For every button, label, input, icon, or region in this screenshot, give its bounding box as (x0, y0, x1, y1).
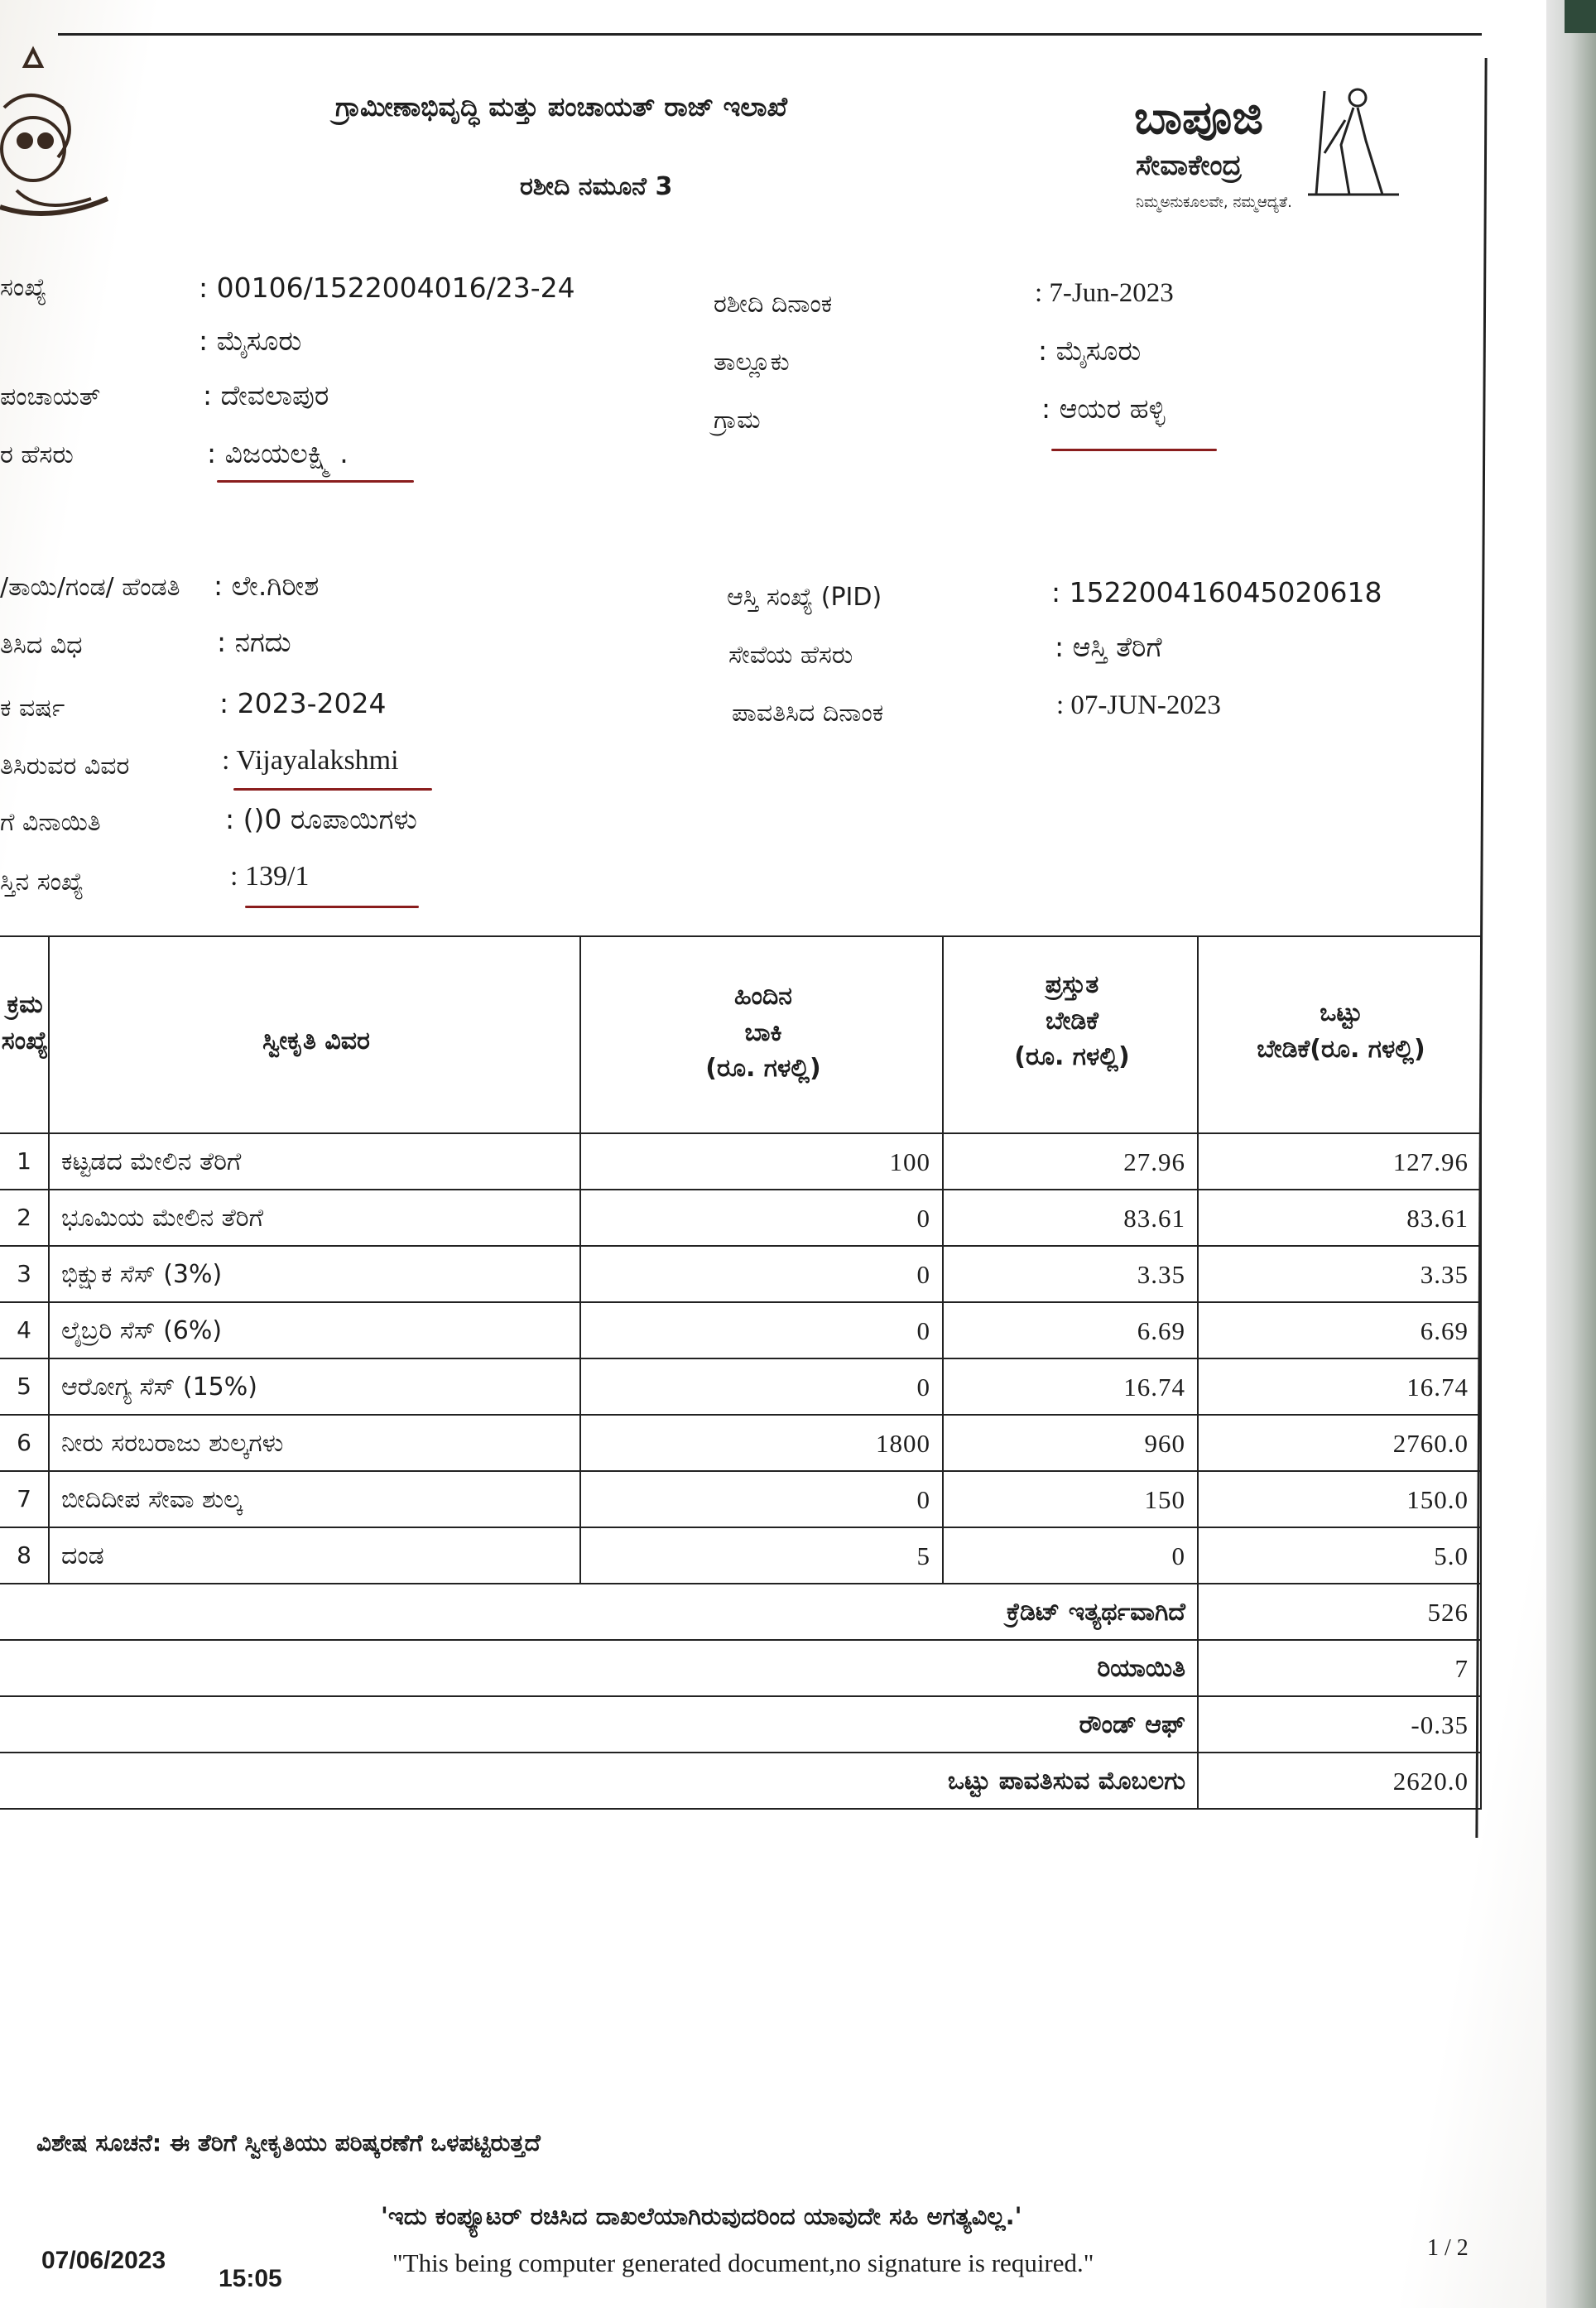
field-value-panchayat: : ದೇವಲಾಪುರ (203, 379, 329, 411)
cell-current-demand (942, 1470, 1199, 1528)
summary-label: ಒಟ್ಟು ಪಾವತಿಸುವ ಮೊಬಲಗು (947, 1767, 1185, 1796)
header-prev-due-text: ಹಿಂದಿನ ಬಾಕಿ (ರೂ. ಗಳಲ್ಲಿ) (705, 982, 821, 1083)
cell-total-demand-text: 6.69 (1420, 1316, 1469, 1345)
field-label-financial-year: ಕ ವರ್ಷ (0, 694, 65, 723)
field-label-service-name: ಸೇವೆಯ ಹೆಸರು (728, 641, 853, 670)
cell-description-text: ಭಿಕ್ಷುಕ ಸೆಸ್ (3%) (61, 1260, 223, 1289)
cell-sl-no (0, 1132, 50, 1190)
field-value-receipt-date: : 7-Jun-2023 (1035, 278, 1174, 308)
cell-prev-due (579, 1527, 944, 1584)
logo-main-text: ಬಾಪೂಜಿ (1134, 91, 1263, 145)
cell-sl-no-text: 2 (17, 1204, 31, 1231)
cell-prev-due-text: 100 (889, 1147, 930, 1176)
field-label-receipt-number: ಸಂಖ್ಯೆ (0, 273, 47, 302)
cell-description-text: ಲೈಬ್ರರಿ ಸೆಸ್ (6%) (61, 1316, 223, 1345)
cell-current-demand-text: 3.35 (1137, 1260, 1185, 1289)
cell-total-demand-text: 2760.0 (1392, 1429, 1469, 1458)
pen-underline (245, 906, 419, 908)
summary-value: 7 (1454, 1654, 1469, 1683)
header-sl-no-text: ಕ್ರಮ ಸಂಖ್ಯೆ (1, 990, 49, 1055)
header-description (48, 935, 581, 1134)
field-label-exemption: ಗೆ ವಿನಾಯಿತಿ (0, 808, 101, 837)
cell-description-text: ಕಟ್ಟಡದ ಮೇಲಿನ ತೆರಿಗೆ (61, 1147, 242, 1176)
summary-value-cell (1197, 1639, 1482, 1697)
cell-current-demand-text: 150 (1144, 1485, 1185, 1514)
header-description-text: ಸ್ವೀಕೃತಿ ವಿವರ (262, 1027, 370, 1055)
field-label-taluk: ತಾಲ್ಲೂಕು (714, 348, 790, 377)
cell-prev-due-text: 5 (916, 1541, 930, 1570)
cell-sl-no-text: 1 (17, 1147, 31, 1175)
field-label-payer-details: ತಿಸಿರುವರ ವಿವರ (0, 752, 130, 781)
field-value-exemption: : ()0 ರೂಪಾಯಿಗಳು (225, 803, 417, 835)
bapuji-logo (1134, 83, 1399, 215)
cell-total-demand (1197, 1527, 1482, 1584)
field-label-pid: ಆಸ್ತಿ ಸಂಖ್ಯೆ (PID) (727, 583, 882, 612)
field-value-district: : ಮೈಸೂರು (199, 325, 302, 357)
kannada-disclaimer: 'ಇದು ಕಂಪ್ಯೂಟರ್ ರಚಿಸಿದ ದಾಖಲೆಯಾಗಿರುವುದರಿಂದ ಯಾವುದೇ ಸಹಿ ಅಗತ್ಯವಿಲ್ಲ.' (381, 2202, 1022, 2230)
cell-current-demand (942, 1132, 1199, 1190)
summary-value-cell (1197, 1583, 1482, 1641)
header-total-demand (1197, 935, 1482, 1134)
header-total-demand-text: ಒಟ್ಟು ಬೇಡಿಕೆ(ರೂ. ಗಳಲ್ಲಿ) (1257, 998, 1425, 1064)
cell-prev-due-text: 0 (916, 1485, 930, 1514)
cell-sl-no-text: 8 (17, 1541, 31, 1569)
cell-prev-due (579, 1132, 944, 1190)
cell-sl-no (0, 1527, 50, 1584)
cell-sl-no (0, 1358, 50, 1416)
cell-current-demand (942, 1189, 1199, 1247)
summary-label: ಕ್ರೆಡಿಟ್ ಇತ್ಯರ್ಥವಾಗಿದೆ (1007, 1598, 1185, 1627)
cell-current-demand (942, 1358, 1199, 1416)
cell-description (48, 1527, 581, 1584)
cell-description (48, 1189, 581, 1247)
cell-total-demand (1197, 1301, 1482, 1359)
cell-prev-due-text: 0 (916, 1260, 930, 1289)
cell-sl-no (0, 1470, 50, 1528)
cell-description (48, 1358, 581, 1416)
cell-sl-no-text: 7 (17, 1485, 31, 1512)
cell-current-demand (942, 1245, 1199, 1303)
cell-current-demand-text: 960 (1144, 1429, 1185, 1458)
summary-label-cell (0, 1695, 1199, 1753)
pen-underline (1051, 449, 1217, 451)
footer-date: 07/06/2023 (41, 2247, 166, 2274)
cell-prev-due (579, 1245, 944, 1303)
field-label-property-number: ಸ್ತಿನ ಸಂಖ್ಯೆ (0, 868, 84, 897)
field-value-village: : ಆಯರ ಹಳ್ಳಿ (1041, 392, 1166, 425)
summary-value: 526 (1427, 1598, 1469, 1627)
summary-value: 2620.0 (1392, 1767, 1469, 1796)
background-corner (1565, 0, 1596, 33)
cell-description (48, 1470, 581, 1528)
field-label-panchayat: ಪಂಚಾಯತ್ (0, 382, 101, 411)
special-note: ವಿಶೇಷ ಸೂಚನೆ: ಈ ತೆರಿಗೆ ಸ್ವೀಕೃತಿಯು ಪರಿಷ್ಕರಣೆಗೆ ಒಳಪಟ್ಟಿರುತ್ತದೆ (36, 2129, 541, 2157)
cell-sl-no-text: 3 (17, 1260, 31, 1287)
cell-prev-due (579, 1358, 944, 1416)
cell-description-text: ಭೂಮಿಯ ಮೇಲಿನ ತೆರಿಗೆ (61, 1204, 264, 1233)
cell-sl-no-text: 6 (17, 1429, 31, 1456)
header-prev-due (579, 935, 944, 1134)
cell-description-text: ನೀರು ಸರಬರಾಜು ಶುಲ್ಕಗಳು (61, 1429, 284, 1458)
cell-prev-due-text: 0 (916, 1204, 930, 1233)
summary-label-cell (0, 1752, 1199, 1810)
cell-sl-no (0, 1189, 50, 1247)
cell-sl-no-text: 5 (17, 1373, 31, 1400)
page-edge-shadow (1546, 0, 1596, 2308)
cell-current-demand-text: 27.96 (1123, 1147, 1185, 1176)
field-value-payer-name: : ವಿಜಯಲಕ್ಷ್ಮಿ . (207, 437, 349, 469)
field-label-paid-date: ಪಾವತಿಸಿದ ದಿನಾಂಕ (732, 699, 884, 728)
field-label-payment-mode: ತಿಸಿದ ವಿಧ (0, 631, 83, 660)
cell-total-demand-text: 16.74 (1406, 1373, 1469, 1402)
field-value-payer-details: : Vijayalakshmi (222, 745, 399, 776)
summary-label: ರೌಂಡ್ ಆಫ್ (1079, 1710, 1185, 1739)
cell-description (48, 1414, 581, 1472)
cell-total-demand (1197, 1189, 1482, 1247)
gandhi-figure-icon (1308, 83, 1399, 199)
cell-prev-due (579, 1189, 944, 1247)
field-value-taluk: : ಮೈಸೂರು (1038, 334, 1142, 367)
field-value-property-number: : 139/1 (230, 861, 310, 892)
field-value-pid: : 152200416045020618 (1051, 576, 1382, 608)
page-number: 1 / 2 (1427, 2235, 1469, 2261)
cell-prev-due-text: 0 (916, 1316, 930, 1345)
header-sl-no (0, 935, 50, 1134)
cell-total-demand (1197, 1245, 1482, 1303)
summary-label: ರಿಯಾಯಿತಿ (1097, 1654, 1185, 1683)
field-label-relation: /ತಾಯಿ/ಗಂಡ/ ಹೆಂಡತಿ (0, 573, 180, 602)
summary-value-cell (1197, 1752, 1482, 1810)
cell-sl-no (0, 1245, 50, 1303)
department-title: ಗ್ರಾಮೀಣಾಭಿವೃದ್ಧಿ ಮತ್ತು ಪಂಚಾಯತ್ ರಾಜ್ ಇಲಾಖೆ (335, 91, 788, 123)
logo-tagline: ನಿಮ್ಮಅನುಕೂಲವೇ, ನಮ್ಮಆದ್ಯತೆ. (1136, 194, 1292, 211)
field-value-paid-date: : 07-JUN-2023 (1056, 690, 1221, 720)
cell-current-demand-text: 0 (1171, 1541, 1185, 1570)
cell-description (48, 1301, 581, 1359)
logo-sub-text: ಸೇವಾಕೇಂದ್ರ (1136, 149, 1243, 182)
pen-underline (233, 788, 432, 791)
english-disclaimer: "This being computer generated document,no signature is required." (392, 2248, 1094, 2277)
cell-total-demand-text: 150.0 (1406, 1485, 1469, 1514)
field-value-service-name: : ಆಸ್ತಿ ತೆರಿಗೆ (1055, 631, 1162, 663)
footer-time: 15:05 (219, 2265, 282, 2292)
pen-underline (217, 480, 414, 483)
cell-current-demand (942, 1414, 1199, 1472)
cell-prev-due (579, 1470, 944, 1528)
cell-current-demand (942, 1527, 1199, 1584)
cell-prev-due-text: 0 (916, 1373, 930, 1402)
cell-current-demand-text: 6.69 (1137, 1316, 1185, 1345)
summary-value: -0.35 (1411, 1710, 1469, 1739)
field-label-village: ಗ್ರಾಮ (714, 406, 761, 435)
field-value-payment-mode: : ನಗದು (217, 626, 291, 658)
cell-current-demand-text: 16.74 (1123, 1373, 1185, 1402)
cell-total-demand-text: 127.96 (1392, 1147, 1469, 1176)
field-value-receipt-number: : 00106/1522004016/23-24 (199, 272, 575, 304)
cell-prev-due (579, 1414, 944, 1472)
summary-label-cell (0, 1639, 1199, 1697)
cell-total-demand (1197, 1414, 1482, 1472)
field-value-relation: : ಲೇ.ಗಿರೀಶ (214, 570, 320, 602)
cell-current-demand (942, 1301, 1199, 1359)
cell-description (48, 1132, 581, 1190)
cell-prev-due (579, 1301, 944, 1359)
cell-sl-no-text: 4 (17, 1316, 31, 1344)
cell-current-demand-text: 83.61 (1123, 1204, 1185, 1233)
cell-total-demand (1197, 1358, 1482, 1416)
state-emblem-icon (0, 41, 116, 224)
cell-total-demand (1197, 1470, 1482, 1528)
cell-total-demand-text: 3.35 (1420, 1260, 1469, 1289)
cell-total-demand (1197, 1132, 1482, 1190)
header-current-demand (942, 935, 1199, 1134)
summary-label-cell (0, 1583, 1199, 1641)
cell-sl-no (0, 1414, 50, 1472)
cell-prev-due-text: 1800 (876, 1429, 930, 1458)
cell-description-text: ದಂಡ (61, 1541, 104, 1570)
cell-description-text: ಬೀದಿದೀಪ ಸೇವಾ ಶುಲ್ಕ (61, 1485, 243, 1514)
form-title: ರಶೀದಿ ನಮೂನೆ 3 (520, 172, 673, 201)
summary-value-cell (1197, 1695, 1482, 1753)
cell-description-text: ಆರೋಗ್ಯ ಸೆಸ್ (15%) (61, 1373, 257, 1402)
field-label-receipt-date: ರಶೀದಿ ದಿನಾಂಕ (714, 290, 833, 319)
cell-sl-no (0, 1301, 50, 1359)
cell-description (48, 1245, 581, 1303)
header-current-demand-text: ಪ್ರಸ್ತುತ ಬೇಡಿಕೆ (ರೂ. ಗಳಲ್ಲಿ) (1014, 970, 1130, 1071)
cell-total-demand-text: 5.0 (1434, 1541, 1469, 1570)
cell-total-demand-text: 83.61 (1406, 1204, 1469, 1233)
field-value-financial-year: : 2023-2024 (219, 687, 387, 719)
field-label-payer-name: ರ ಹೆಸರು (0, 440, 74, 469)
